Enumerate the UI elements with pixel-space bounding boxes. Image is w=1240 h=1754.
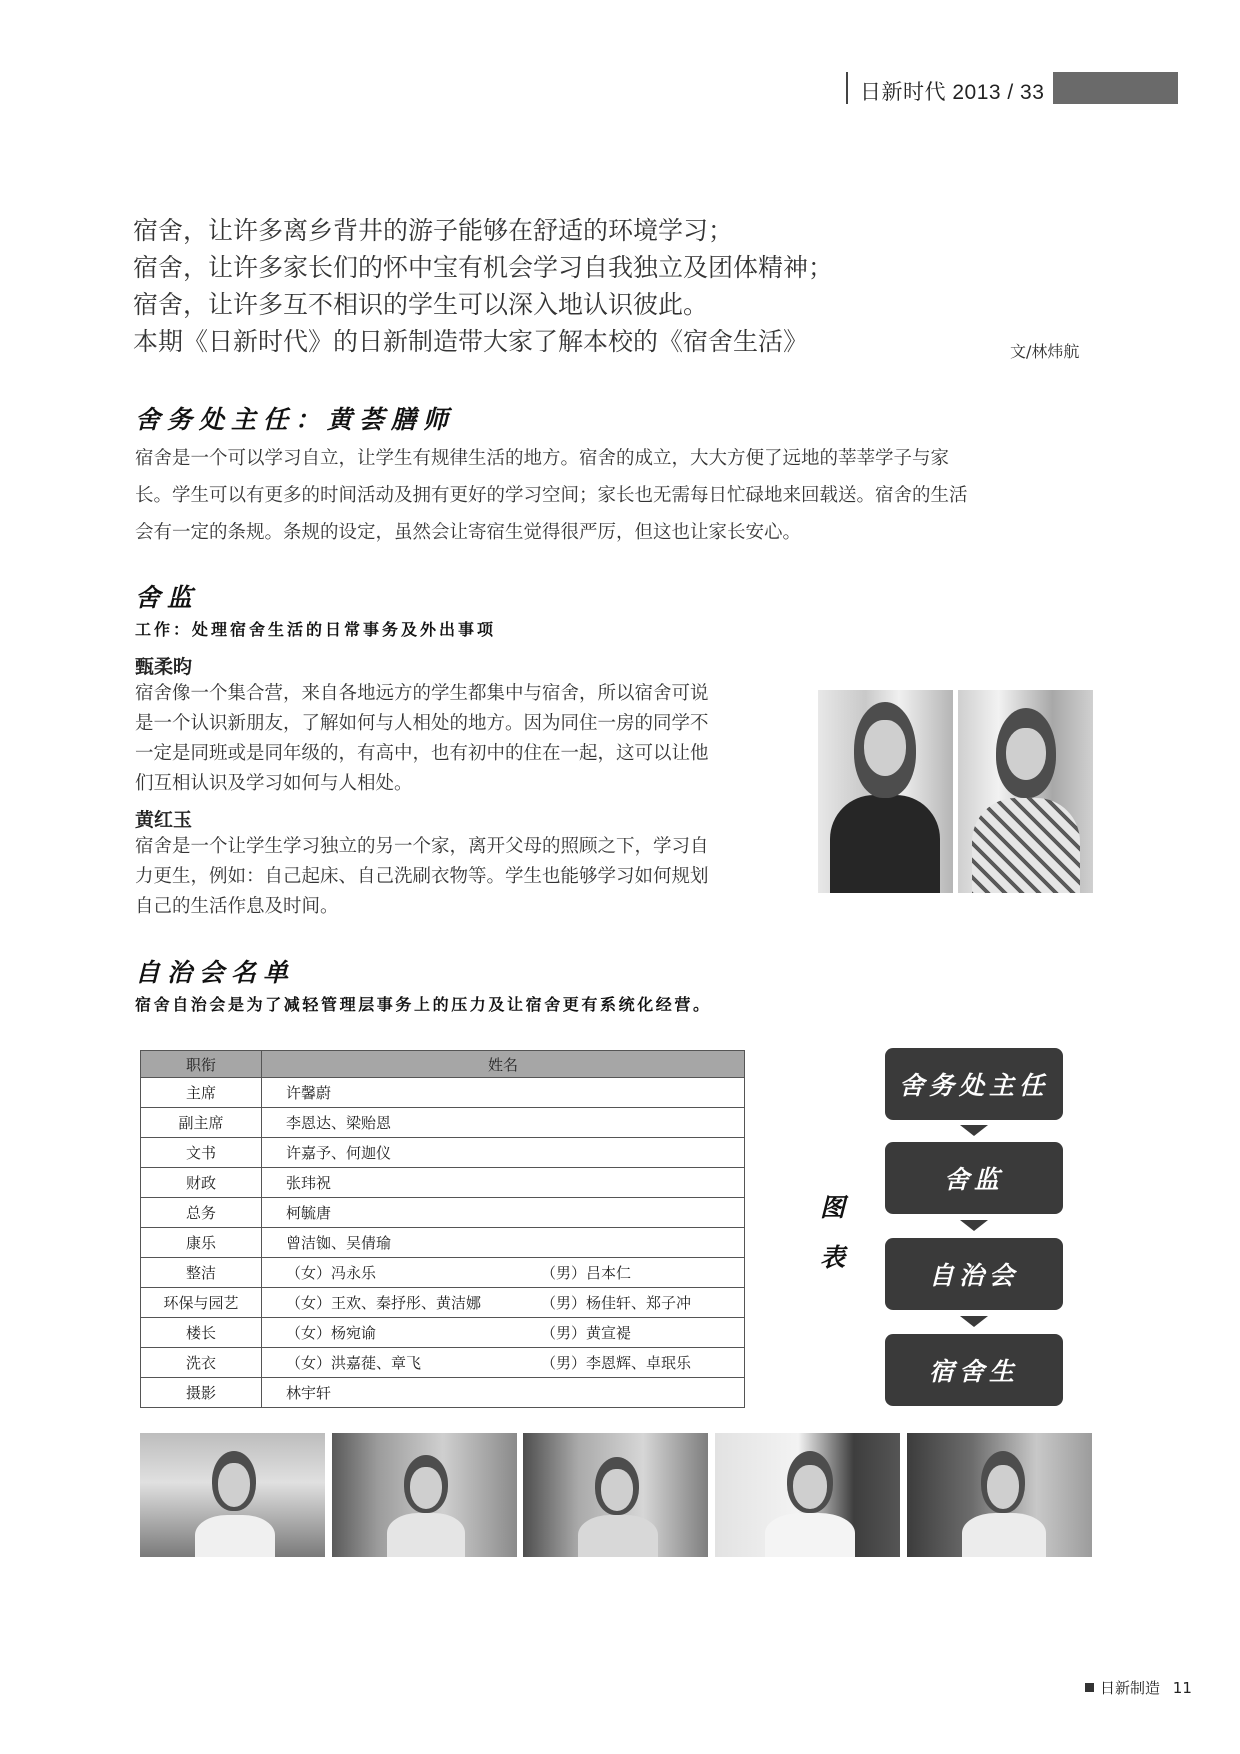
flowchart-label: 表 [820,1243,846,1272]
text-line: 长。学生可以有更多的时间活动及拥有更好的学习空间；家长也无需每日忙碌地来回载送。宿舍的生活 [135,485,968,506]
student-photo [332,1433,517,1557]
table-cell-role: 环保与园艺 [141,1288,262,1318]
flowchart-step-students: 宿舍生 [885,1334,1063,1406]
council-heading: 自治会名单 [135,958,296,987]
table-row [141,1168,745,1198]
names-primary: 张玮祝 [286,1174,332,1192]
flowchart-arrow-icon [960,1220,988,1231]
flowchart-arrow-icon [960,1316,988,1327]
byline: 文/林炜航 [1010,342,1080,361]
table-cell-role: 整洁 [141,1258,262,1288]
text-line: 宿舍是一个让学生学习独立的另一个家，离开父母的照顾之下，学习自 [135,836,709,857]
table-header-role: 职衔 [141,1051,262,1078]
table-cell-role: 主席 [141,1078,262,1108]
director-text [135,440,968,551]
text-line: 是一个认识新朋友，了解如何与人相处的地方。因为同住一房的同学不 [135,713,709,734]
person-text [135,832,709,922]
intro [133,212,933,360]
footer [1085,1677,1192,1698]
student-photo [715,1433,900,1557]
table-row [141,1108,745,1138]
table-header-names: 姓名 [262,1051,745,1078]
student-photo [907,1433,1092,1557]
intro-line: 宿舍，让许多互不相识的学生可以深入地认识彼此。 [133,290,709,319]
table-row [141,1348,745,1378]
table-cell-names [262,1228,745,1258]
warden-subheading: 工作：处理宿舍生活的日常事务及外出事项 [135,620,497,639]
council-subheading: 宿舍自治会是为了减轻管理层事务上的压力及让宿舍更有系统化经营。 [135,995,712,1014]
flowchart-label: 图 [820,1193,846,1222]
person-name: 甄柔昀 [135,656,193,678]
page-number: 11 [1172,1679,1192,1697]
intro-line: 宿舍，让许多家长们的怀中宝有机会学习自我独立及团体精神； [133,253,834,282]
council-table [140,1050,745,1408]
names-primary: 许嘉予、何迦仪 [286,1144,392,1162]
header-title: 日新时代 2013 / 33 [860,81,1045,104]
table-cell-names [262,1288,745,1318]
footer-section: 日新制造 [1100,1679,1161,1697]
names-primary: 许馨蔚 [286,1084,332,1102]
table-cell-role: 摄影 [141,1378,262,1408]
names-secondary: （男）黄宣褆 [541,1324,632,1342]
table-cell-role: 文书 [141,1138,262,1168]
table-cell-role: 副主席 [141,1108,262,1138]
table-cell-names [262,1138,745,1168]
warden-photo [958,690,1093,893]
flowchart-step-council: 自治会 [885,1238,1063,1310]
table-cell-names [262,1198,745,1228]
flowchart-step-director: 舍务处主任 [885,1048,1063,1120]
table-row [141,1078,745,1108]
table-cell-role: 楼长 [141,1318,262,1348]
table-header-row [141,1051,745,1078]
text-line: 力更生，例如：自己起床、自己洗刷衣物等。学生也能够学习如何规划 [135,866,709,887]
text-line: 自己的生活作息及时间。 [135,896,339,917]
warden-photo [818,690,953,893]
table-cell-role: 总务 [141,1198,262,1228]
person-text [135,679,709,799]
table-cell-names [262,1108,745,1138]
table-cell-names [262,1378,745,1408]
names-secondary: （男）杨佳轩、郑子冲 [541,1294,692,1312]
header-bar [1053,72,1178,104]
names-primary: 柯毓唐 [286,1204,332,1222]
table-row [141,1198,745,1228]
footer-square-icon [1085,1683,1094,1692]
student-photo [140,1433,325,1557]
text-line: 一定是同班或是同年级的，有高中，也有初中的住在一起，这可以让他 [135,743,709,764]
director-heading: 舍务处主任：黄荟膳师 [135,405,456,434]
names-secondary: （男）李恩辉、卓珉乐 [541,1354,692,1372]
text-line: 宿舍像一个集合营，来自各地远方的学生都集中与宿舍，所以宿舍可说 [135,683,709,704]
table-row [141,1318,745,1348]
names-primary: （女）王欢、秦抒彤、黄洁娜 [286,1294,482,1312]
warden-heading: 舍监 [135,583,200,612]
text-line: 会有一定的条规。条规的设定，虽然会让寄宿生觉得很严厉，但这也让家长安心。 [135,522,802,543]
names-primary: （女）杨宛谕 [286,1324,377,1342]
table-row [141,1138,745,1168]
names-secondary: （男）吕本仁 [541,1264,632,1282]
names-primary: 李恩达、梁贻恩 [286,1114,392,1132]
table-cell-names [262,1258,745,1288]
table-row [141,1378,745,1408]
table-cell-names [262,1168,745,1198]
table-cell-role: 康乐 [141,1228,262,1258]
header-rule [846,72,848,104]
table-row [141,1258,745,1288]
table-cell-names [262,1318,745,1348]
flowchart-step-warden: 舍监 [885,1142,1063,1214]
table-cell-names [262,1348,745,1378]
text-line: 们互相认识及学习如何与人相处。 [135,773,413,794]
table-cell-names [262,1078,745,1108]
intro-line: 宿舍，让许多离乡背井的游子能够在舒适的环境学习； [133,216,734,245]
table-cell-role: 洗衣 [141,1348,262,1378]
person-name: 黄红玉 [135,809,193,831]
names-primary: 林宇轩 [286,1384,332,1402]
names-primary: （女）洪嘉蓰、章飞 [286,1354,422,1372]
table-cell-role: 财政 [141,1168,262,1198]
student-photo [523,1433,708,1557]
flowchart-arrow-icon [960,1125,988,1136]
text-line: 宿舍是一个可以学习自立，让学生有规律生活的地方。宿舍的成立，大大方便了远地的莘莘学子与家 [135,448,950,469]
names-primary: （女）冯永乐 [286,1264,377,1282]
names-primary: 曾洁铷、吴倩瑜 [286,1234,392,1252]
table-row [141,1228,745,1258]
table-row [141,1288,745,1318]
intro-line: 本期《日新时代》的日新制造带大家了解本校的《宿舍生活》 [133,327,809,356]
